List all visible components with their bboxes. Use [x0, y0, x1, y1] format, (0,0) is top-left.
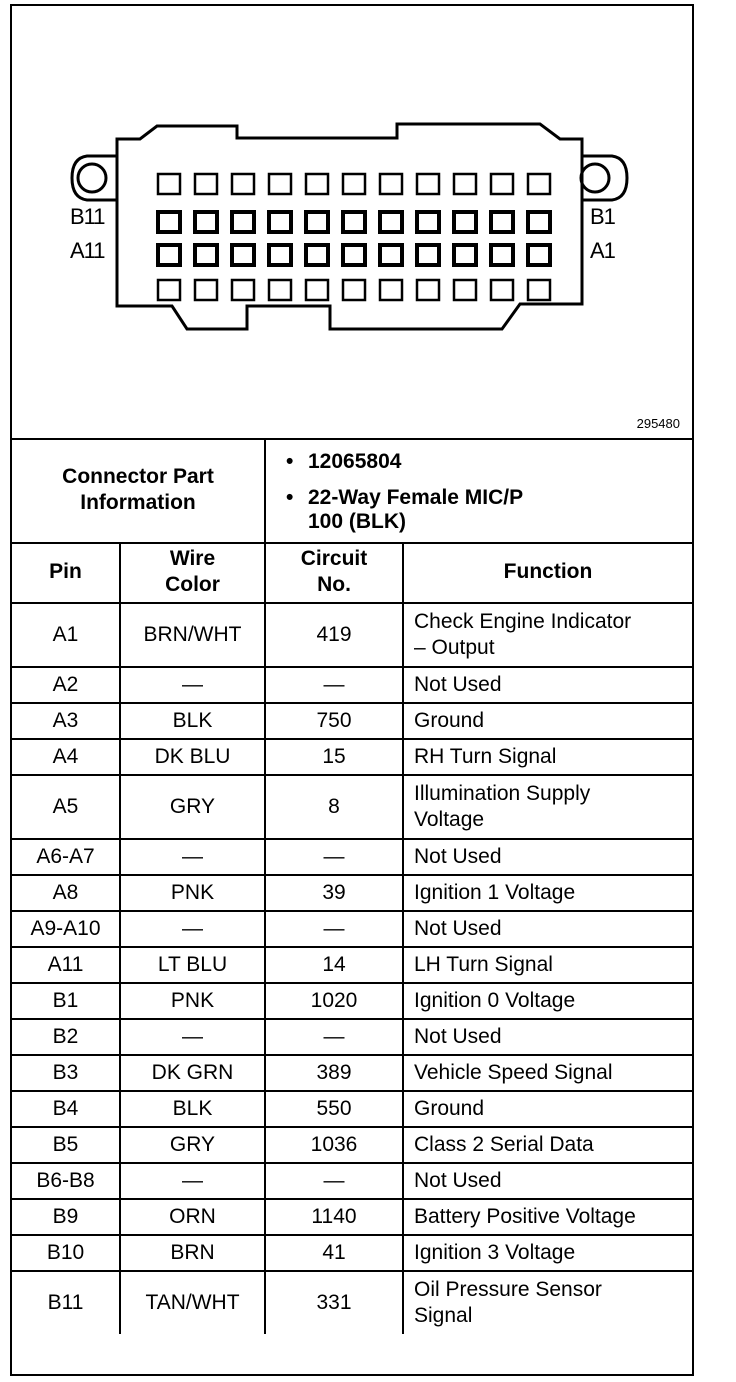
function-line1: Ignition 3 Voltage — [414, 1241, 576, 1264]
pin-table-header — [12, 542, 692, 603]
cavity — [343, 212, 365, 232]
cavity — [195, 212, 217, 232]
function-line1: Not Used — [414, 845, 502, 868]
table-row — [12, 667, 692, 703]
wire-color-cell: — — [120, 911, 265, 947]
function-cell — [403, 1019, 692, 1055]
cavity — [491, 174, 513, 194]
info-heading-line1: Connector Part — [62, 465, 214, 488]
description-line1: 22-Way Female MIC/P — [308, 486, 524, 509]
wire-color-cell: — — [120, 667, 265, 703]
header-wire-color-line1: Wire — [169, 547, 216, 570]
circuit-cell: — — [265, 667, 403, 703]
function-cell — [403, 775, 692, 839]
circuit-cell: 41 — [265, 1235, 403, 1271]
circuit-cell: 389 — [265, 1055, 403, 1091]
wire-color-cell: DK GRN — [120, 1055, 265, 1091]
pin-cell: A2 — [12, 667, 120, 703]
cavity — [454, 212, 476, 232]
description-item — [286, 486, 524, 534]
header-pin: Pin — [12, 542, 120, 603]
pin-cell: A3 — [12, 703, 120, 739]
left-mount-hole — [78, 164, 106, 192]
cavity — [417, 245, 439, 265]
cavity — [195, 245, 217, 265]
circuit-cell: 39 — [265, 875, 403, 911]
pin-cell: A11 — [12, 947, 120, 983]
pin-cell: B9 — [12, 1199, 120, 1235]
table-row — [12, 983, 692, 1019]
cavity — [528, 245, 550, 265]
cavity — [232, 280, 254, 300]
table-row — [12, 1019, 692, 1055]
function-cell — [403, 703, 692, 739]
cavity — [380, 245, 402, 265]
pin-table — [12, 542, 692, 1334]
cavity — [269, 245, 291, 265]
function-line2: Voltage — [414, 808, 485, 831]
cavity — [380, 212, 402, 232]
function-line1: Ignition 1 Voltage — [414, 881, 576, 904]
function-line2: Signal — [414, 1304, 473, 1327]
label-a11: A11 — [70, 238, 105, 263]
table-row — [12, 947, 692, 983]
cavity — [232, 212, 254, 232]
header-function: Function — [403, 542, 692, 603]
function-cell — [403, 1163, 692, 1199]
cavity — [417, 212, 439, 232]
circuit-cell: 331 — [265, 1271, 403, 1334]
cavity — [158, 245, 180, 265]
pin-cell: B2 — [12, 1019, 120, 1055]
function-line1: Ignition 0 Voltage — [414, 989, 576, 1012]
cavity — [158, 174, 180, 194]
pin-cell: A5 — [12, 775, 120, 839]
function-cell — [403, 1199, 692, 1235]
cavity — [306, 174, 328, 194]
wire-color-cell: DK BLU — [120, 739, 265, 775]
pin-cell: A9-A10 — [12, 911, 120, 947]
label-b1: B1 — [590, 204, 615, 229]
right-mount-ear — [582, 156, 627, 200]
function-line1: Illumination Supply — [414, 782, 591, 805]
cavity — [269, 280, 291, 300]
cavity — [454, 245, 476, 265]
cavity — [306, 280, 328, 300]
circuit-cell: 1020 — [265, 983, 403, 1019]
header-circuit-line1: Circuit — [300, 547, 368, 570]
wire-color-cell: — — [120, 1019, 265, 1055]
function-line1: Not Used — [414, 917, 502, 940]
cavity — [306, 245, 328, 265]
function-line1: Not Used — [414, 1169, 502, 1192]
cavity — [454, 280, 476, 300]
function-line1: Not Used — [414, 673, 502, 696]
table-row — [12, 1163, 692, 1199]
pin-cell: B4 — [12, 1091, 120, 1127]
cavity — [343, 245, 365, 265]
function-cell — [403, 1055, 692, 1091]
pin-cell: A8 — [12, 875, 120, 911]
description-line2: 100 (BLK) — [308, 510, 407, 533]
function-cell — [403, 1271, 692, 1334]
function-cell — [403, 947, 692, 983]
cavity — [528, 212, 550, 232]
cavity — [158, 212, 180, 232]
info-details — [266, 438, 692, 542]
table-row — [12, 911, 692, 947]
wire-color-cell: ORN — [120, 1199, 265, 1235]
right-mount-hole — [581, 164, 609, 192]
function-cell — [403, 1235, 692, 1271]
circuit-cell: — — [265, 1019, 403, 1055]
circuit-cell: 1036 — [265, 1127, 403, 1163]
circuit-cell: 750 — [265, 703, 403, 739]
function-line1: Vehicle Speed Signal — [414, 1061, 613, 1084]
circuit-cell: 1140 — [265, 1199, 403, 1235]
wire-color-cell: BLK — [120, 703, 265, 739]
connector-diagram — [12, 6, 692, 440]
table-row — [12, 1091, 692, 1127]
pin-cell: B6-B8 — [12, 1163, 120, 1199]
header-circuit — [265, 542, 403, 603]
connector-part-info — [12, 438, 692, 544]
label-a1: A1 — [590, 238, 615, 263]
circuit-cell: — — [265, 1163, 403, 1199]
circuit-cell: 8 — [265, 775, 403, 839]
cavity — [195, 174, 217, 194]
pin-cell: B1 — [12, 983, 120, 1019]
table-row — [12, 703, 692, 739]
circuit-cell: 419 — [265, 603, 403, 667]
wire-color-cell: BRN — [120, 1235, 265, 1271]
function-cell — [403, 911, 692, 947]
cavity — [491, 245, 513, 265]
wire-color-cell: PNK — [120, 875, 265, 911]
cavity — [380, 280, 402, 300]
cavity — [528, 280, 550, 300]
wire-color-cell: GRY — [120, 1127, 265, 1163]
wire-color-cell: TAN/WHT — [120, 1271, 265, 1334]
function-cell — [403, 839, 692, 875]
function-cell — [403, 983, 692, 1019]
circuit-cell: 14 — [265, 947, 403, 983]
circuit-cell: 550 — [265, 1091, 403, 1127]
figure-number: 295480 — [636, 416, 680, 431]
cavity — [232, 245, 254, 265]
table-row — [12, 1271, 692, 1334]
bullet-icon: • — [286, 450, 294, 473]
table-row — [12, 775, 692, 839]
cavity — [380, 174, 402, 194]
function-line1: RH Turn Signal — [414, 745, 557, 768]
pin-cell: B5 — [12, 1127, 120, 1163]
table-row — [12, 1055, 692, 1091]
function-line1: Not Used — [414, 1025, 502, 1048]
header-circuit-line2: No. — [317, 573, 351, 596]
cavity — [491, 212, 513, 232]
cavity — [306, 212, 328, 232]
cavity — [158, 280, 180, 300]
connector-page — [10, 4, 694, 1376]
cavity — [269, 174, 291, 194]
circuit-cell: — — [265, 911, 403, 947]
pin-cell: A1 — [12, 603, 120, 667]
cavity — [195, 280, 217, 300]
pin-cell: B10 — [12, 1235, 120, 1271]
bullet-icon: • — [286, 486, 294, 509]
table-row — [12, 1235, 692, 1271]
table-row — [12, 839, 692, 875]
header-wire-color-line2: Color — [165, 573, 220, 596]
part-number: 12065804 — [308, 450, 402, 473]
wire-color-cell: PNK — [120, 983, 265, 1019]
pin-cell: A6-A7 — [12, 839, 120, 875]
header-wire-color — [120, 542, 265, 603]
circuit-cell: 15 — [265, 739, 403, 775]
table-row — [12, 1199, 692, 1235]
pin-cell: B11 — [12, 1271, 120, 1334]
cavity — [343, 174, 365, 194]
wire-color-cell: BLK — [120, 1091, 265, 1127]
table-row — [12, 603, 692, 667]
circuit-cell: — — [265, 839, 403, 875]
cavity — [417, 174, 439, 194]
label-b11: B11 — [70, 204, 105, 229]
function-cell — [403, 1127, 692, 1163]
wire-color-cell: GRY — [120, 775, 265, 839]
cavity — [491, 280, 513, 300]
cavity — [528, 174, 550, 194]
part-number-item — [286, 450, 402, 474]
function-line2: – Output — [414, 636, 495, 659]
function-cell — [403, 667, 692, 703]
function-line1: Battery Positive Voltage — [414, 1205, 636, 1228]
cavity — [269, 212, 291, 232]
function-line1: Class 2 Serial Data — [414, 1133, 594, 1156]
function-line1: LH Turn Signal — [414, 953, 553, 976]
table-row — [12, 739, 692, 775]
info-heading-line2: Information — [80, 491, 196, 514]
wire-color-cell: BRN/WHT — [120, 603, 265, 667]
table-row — [12, 1127, 692, 1163]
wire-color-cell: — — [120, 1163, 265, 1199]
table-row — [12, 875, 692, 911]
pin-cell: A4 — [12, 739, 120, 775]
pin-cell: B3 — [12, 1055, 120, 1091]
function-line1: Check Engine Indicator — [414, 610, 632, 633]
function-cell — [403, 739, 692, 775]
wire-color-cell: LT BLU — [120, 947, 265, 983]
function-cell — [403, 875, 692, 911]
cavity — [232, 174, 254, 194]
wire-color-cell: — — [120, 839, 265, 875]
cavity — [454, 174, 476, 194]
info-heading — [12, 438, 266, 542]
cavity — [343, 280, 365, 300]
function-line1: Ground — [414, 1097, 485, 1120]
function-line1: Ground — [414, 709, 485, 732]
cavity — [417, 280, 439, 300]
function-line1: Oil Pressure Sensor — [414, 1278, 602, 1301]
function-cell — [403, 603, 692, 667]
function-cell — [403, 1091, 692, 1127]
